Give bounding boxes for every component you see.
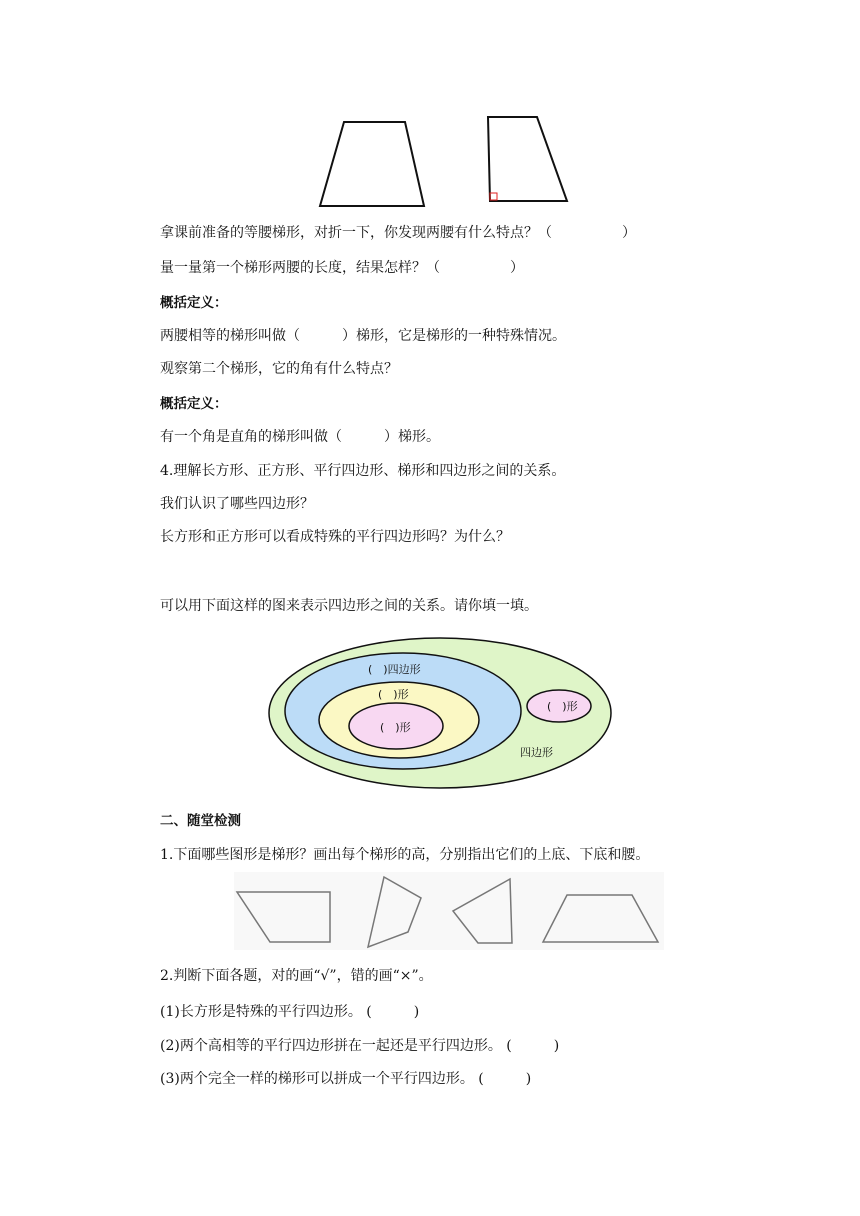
outer-label: 四边形	[520, 746, 553, 759]
text-line-observe-angles: 观察第二个梯形，它的角有什么特点？	[160, 361, 398, 377]
heading-definition-2: 概括定义：	[160, 396, 228, 412]
question-1: 1.下面哪些图形是梯形？画出每个梯形的高，分别指出它们的上底、下底和腰。	[160, 847, 650, 863]
ring3-label: ( )形	[378, 688, 409, 701]
ring2-label: ( )四边形	[368, 663, 421, 676]
section-heading-quiz: 二、随堂检测	[160, 813, 241, 829]
shapes-background	[234, 872, 664, 950]
text-line-venn-intro: 可以用下面这样的图来表示四边形之间的关系。请你填一填。	[160, 598, 538, 614]
text-line-section-4: 4.理解长方形、正方形、平行四边形、梯形和四边形之间的关系。	[160, 463, 566, 479]
inner-label: ( )形	[380, 721, 411, 734]
question-2-item-3: (3)两个完全一样的梯形可以拼成一个平行四边形。 ( )	[160, 1071, 532, 1087]
question-2-item-1: (1)长方形是特殊的平行四边形。 ( )	[160, 1004, 420, 1020]
side-label: ( )形	[547, 700, 578, 713]
text-line-quadrilaterals-known: 我们认识了哪些四边形？	[160, 496, 314, 512]
text-line-special-parallelogram: 长方形和正方形可以看成特殊的平行四边形吗？为什么？	[160, 529, 510, 545]
text-line-right-trapezoid-definition: 有一个角是直角的梯形叫做（ ）梯形。	[160, 429, 440, 445]
heading-definition-1: 概括定义：	[160, 295, 228, 311]
text-line-isosceles-fold: 拿课前准备的等腰梯形，对折一下，你发现两腰有什么特点？（ ）	[160, 225, 636, 241]
question-2-item-2: (2)两个高相等的平行四边形拼在一起还是平行四边形。 ( )	[160, 1038, 560, 1054]
question-2: 2.判断下面各题，对的画“√”，错的画“×”。	[160, 968, 433, 984]
text-line-isosceles-definition: 两腰相等的梯形叫做（ ）梯形，它是梯形的一种特殊情况。	[160, 328, 566, 344]
text-line-measure-legs: 量一量第一个梯形两腰的长度，结果怎样？（ ）	[160, 260, 524, 276]
